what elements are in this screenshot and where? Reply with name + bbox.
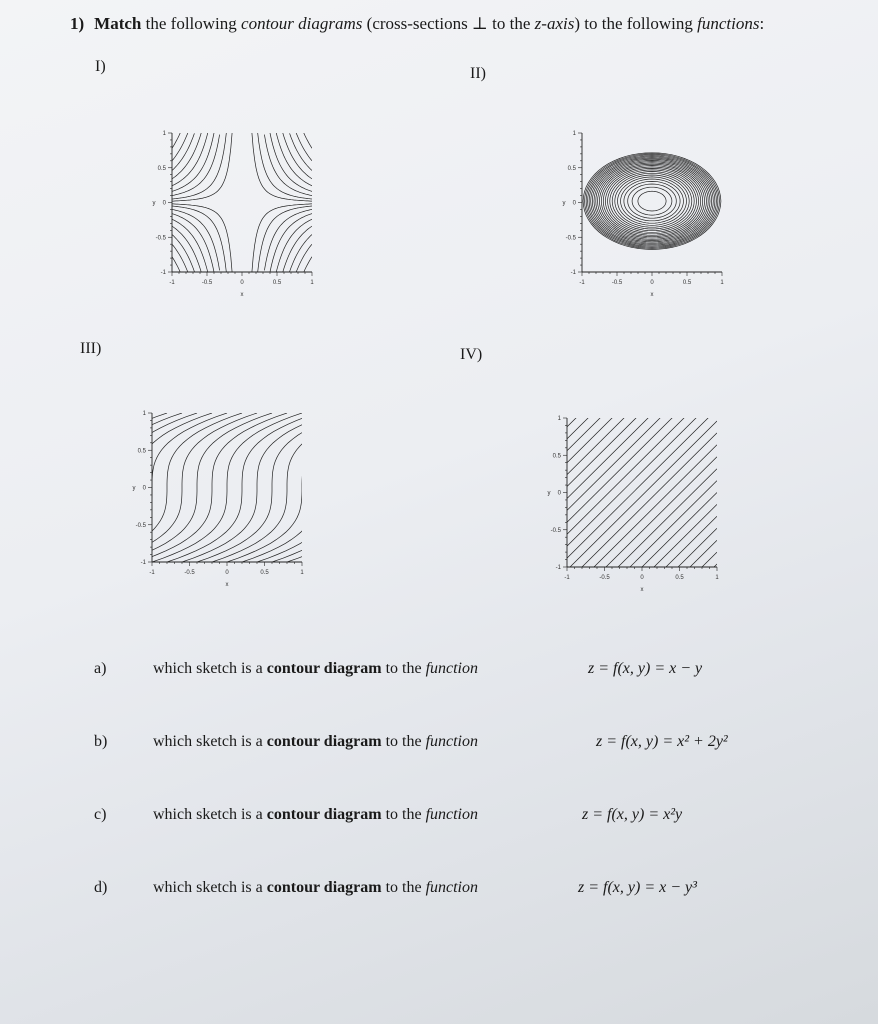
contour-line (585, 154, 720, 249)
question-b (0, 733, 878, 763)
contour-plot-1-svg (140, 125, 315, 300)
question-letter: d) (94, 879, 108, 896)
contour-line (62, 413, 212, 562)
intro-bold: Match (94, 14, 142, 33)
x-tick-label: -0.5 (201, 280, 213, 286)
x-tick-label: -1 (579, 280, 585, 286)
contour-line (172, 209, 220, 270)
x-tick-label: 0.5 (675, 575, 684, 581)
intro-italic-2: z-axis (534, 14, 575, 33)
contour-line (638, 191, 666, 211)
contour-line (567, 314, 717, 463)
x-tick-label: 0 (650, 280, 654, 286)
contour-lines (567, 254, 717, 725)
contour-line (610, 172, 694, 231)
contour-line (567, 278, 717, 427)
contour-line (172, 135, 220, 196)
y-tick-label: -1 (570, 270, 576, 276)
contour-line (212, 413, 362, 562)
contour-line (264, 135, 312, 196)
x-tick-label: 0 (225, 570, 229, 576)
question-d (0, 879, 878, 909)
y-tick-label: -0.5 (565, 235, 576, 242)
y-tick-label: 0 (142, 485, 146, 492)
plot-label-1: I) (95, 58, 106, 75)
x-tick-label: 0.5 (260, 570, 269, 576)
contour-line (32, 413, 182, 562)
contour-line (172, 204, 232, 274)
contour-line (107, 413, 257, 562)
intro-text-1: the following (141, 14, 242, 33)
x-tick-label: 1 (720, 280, 724, 286)
contour-line (0, 413, 137, 562)
question-c (0, 806, 878, 836)
y-tick-label: 1 (557, 416, 561, 422)
contour-line (264, 209, 312, 270)
contour-plot-4-svg (535, 410, 720, 595)
contour-line (567, 326, 717, 475)
contour-line (567, 338, 717, 487)
plot-label-2: II) (470, 65, 486, 82)
contour-line (567, 481, 717, 630)
contour-line (304, 257, 312, 273)
question-pre: which sketch is a (153, 806, 267, 823)
question-pre: which sketch is a (153, 660, 267, 677)
contour-line (92, 413, 242, 562)
contour-line (172, 257, 180, 273)
contour-lines (583, 153, 721, 250)
y-tick-label: 1 (572, 131, 576, 137)
contour-line (290, 133, 312, 170)
contour-line (588, 156, 717, 246)
contour-line (2, 413, 152, 562)
x-tick-label: 0.5 (682, 280, 692, 286)
contour-line (567, 373, 717, 522)
contour-line (567, 385, 717, 534)
contour-line (242, 413, 392, 562)
question-letter: c) (94, 806, 107, 823)
question-formula: z = f(x, y) = x − y³ (578, 879, 697, 896)
y-tick-label: -1 (160, 270, 166, 276)
contour-line (567, 361, 717, 510)
contour-line (152, 413, 302, 562)
x-axis-label: x (240, 292, 244, 298)
question-post: to the (381, 660, 426, 677)
contour-line (172, 133, 180, 149)
question-text (153, 660, 478, 678)
question-post: to the (381, 806, 426, 823)
x-axis-label: x (225, 582, 229, 588)
contour-line (304, 133, 312, 149)
contour-plot-1 (140, 125, 315, 300)
contour-line (137, 413, 287, 562)
question-formula: z = f(x, y) = x²y (582, 806, 683, 823)
question-a (0, 660, 878, 690)
y-tick-label: -0.5 (155, 235, 166, 242)
contour-line (182, 413, 332, 562)
question-letter: b) (94, 733, 108, 750)
contour-line (567, 433, 717, 582)
contour-line (567, 290, 717, 439)
question-italic: function (425, 660, 478, 677)
contour-plot-2-svg (550, 125, 725, 300)
contour-line (567, 528, 717, 677)
intro-text-2: (cross-sections ⊥ to the (362, 14, 535, 33)
contour-line (172, 130, 189, 161)
question-text (153, 879, 478, 897)
contour-line (628, 184, 677, 218)
contour-plot-3-svg (120, 405, 305, 590)
contour-line (594, 160, 710, 241)
x-axis-label: x (640, 587, 644, 593)
question-formula: z = f(x, y) = x² + 2y² (596, 733, 728, 750)
question-pre: which sketch is a (153, 733, 267, 750)
contour-plot-4 (535, 410, 720, 595)
y-tick-label: 1 (142, 411, 146, 417)
contour-line (257, 413, 407, 562)
contour-lines (172, 130, 312, 275)
y-tick-label: 0 (162, 200, 166, 207)
contour-plot-3 (120, 405, 305, 590)
contour-line (567, 302, 717, 451)
question-post: to the (381, 733, 426, 750)
y-tick-label: 1 (162, 131, 166, 137)
contour-line (567, 445, 717, 594)
x-tick-label: 0.5 (272, 280, 282, 286)
y-axis-label: y (132, 485, 136, 492)
contour-line (252, 204, 312, 274)
contour-line (567, 576, 717, 725)
contour-line (621, 179, 684, 223)
y-tick-label: 0.5 (137, 448, 146, 455)
contour-plot-2 (550, 125, 725, 300)
y-axis-label: y (547, 490, 551, 497)
question-text (153, 806, 478, 824)
problem-statement (70, 14, 764, 34)
question-text (153, 733, 478, 751)
contour-line (591, 158, 714, 244)
y-tick-label: -1 (555, 565, 561, 571)
question-pre: which sketch is a (153, 879, 267, 896)
contour-line (47, 413, 197, 562)
y-axis-label: y (562, 200, 566, 207)
y-tick-label: 0 (572, 200, 576, 207)
question-bold: contour diagram (266, 806, 382, 823)
contour-line (567, 469, 717, 618)
x-tick-label: 1 (300, 570, 304, 576)
contour-line (567, 457, 717, 606)
x-tick-label: 0 (640, 575, 644, 581)
contour-line (615, 175, 689, 227)
contour-lines (0, 413, 467, 562)
question-italic: function (425, 733, 478, 750)
x-tick-label: -0.5 (184, 570, 195, 576)
x-tick-label: -1 (149, 570, 155, 576)
x-tick-label: -0.5 (611, 280, 623, 286)
contour-line (317, 413, 467, 562)
contour-line (167, 413, 317, 562)
question-bold: contour diagram (266, 879, 382, 896)
contour-line (172, 133, 194, 170)
x-tick-label: -1 (564, 575, 570, 581)
y-tick-label: -0.5 (550, 527, 561, 534)
contour-line (272, 413, 422, 562)
intro-italic-3: functions (697, 14, 760, 33)
y-tick-label: -1 (140, 560, 146, 566)
y-tick-label: 0.5 (157, 165, 166, 172)
contour-line (605, 168, 698, 233)
x-tick-label: 0 (240, 280, 244, 286)
contour-line (290, 235, 312, 272)
x-tick-label: 1 (715, 575, 719, 581)
contour-line (172, 235, 194, 272)
y-tick-label: 0.5 (567, 165, 576, 172)
x-tick-label: -0.5 (599, 575, 610, 581)
contour-line (197, 413, 347, 562)
y-axis-label: y (152, 200, 156, 207)
contour-line (567, 397, 717, 546)
question-letter: a) (94, 660, 107, 677)
contour-line (598, 163, 707, 239)
x-tick-label: -1 (169, 280, 175, 286)
intro-text-3: ) to the following (574, 14, 698, 33)
question-formula: z = f(x, y) = x − y (588, 660, 703, 677)
y-tick-label: 0.5 (552, 453, 561, 460)
question-italic: function (425, 806, 478, 823)
contour-line (172, 244, 189, 275)
question-bold: contour diagram (266, 660, 382, 677)
question-bold: contour diagram (266, 733, 382, 750)
intro-italic-1: contour diagrams (241, 14, 363, 33)
contour-line (302, 413, 452, 562)
contour-line (567, 421, 717, 570)
contour-line (601, 166, 702, 237)
y-tick-label: 0 (557, 490, 561, 497)
contour-line (172, 132, 232, 202)
contour-line (295, 244, 312, 275)
question-post: to the (381, 879, 426, 896)
contour-line (295, 130, 312, 161)
x-tick-label: 1 (310, 280, 314, 286)
contour-line (252, 132, 312, 202)
question-italic: function (425, 879, 478, 896)
plot-label-4: IV) (460, 346, 483, 363)
problem-number: 1) (70, 14, 85, 33)
contour-line (287, 413, 437, 562)
y-tick-label: -0.5 (135, 522, 146, 529)
contour-line (567, 409, 717, 558)
contour-line (227, 413, 377, 562)
intro-text-4: : (759, 14, 765, 33)
plot-label-3: III) (80, 340, 102, 357)
contour-line (567, 350, 717, 499)
x-axis-label: x (650, 292, 654, 298)
